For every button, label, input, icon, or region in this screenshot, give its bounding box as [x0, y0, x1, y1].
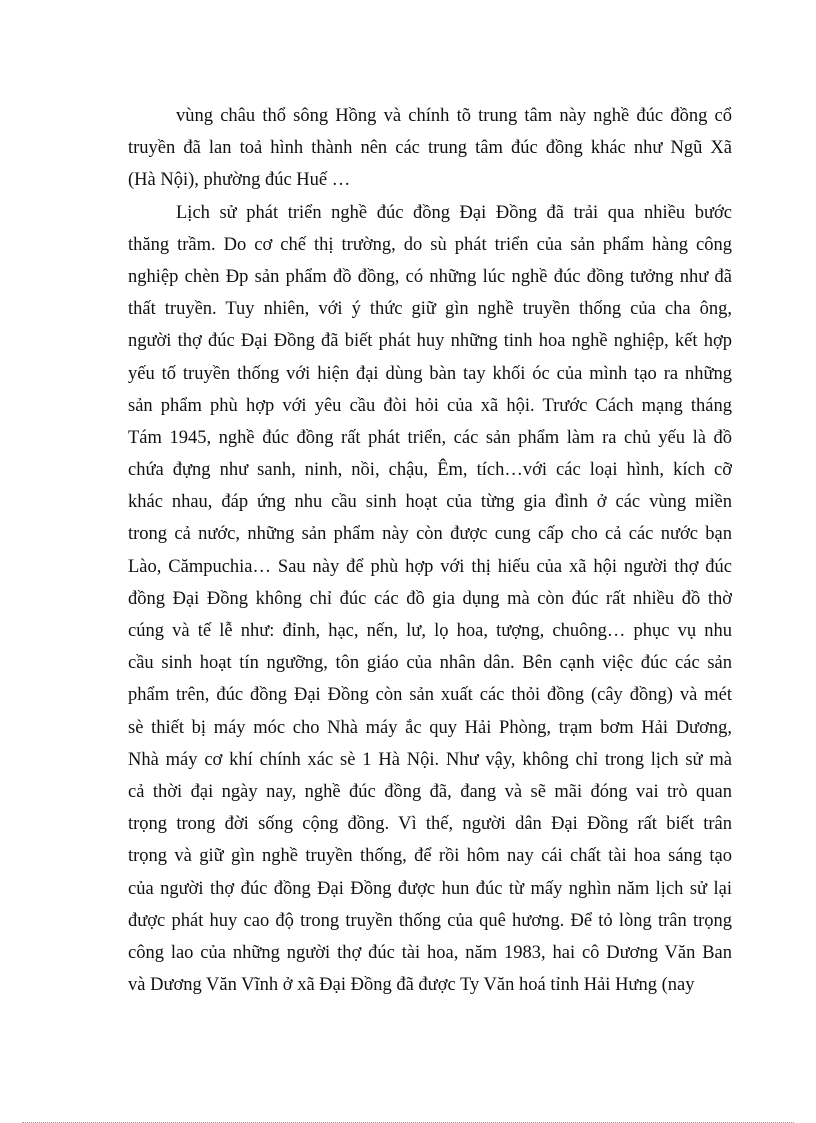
text-line: sè thiết bị máy móc cho Nhà máy ắc quy Hải Phòng, trạm bơm Hải Dương,: [128, 717, 732, 738]
text-line: đồng Đại Đồng không chỉ đúc các đồ gia dụng mà còn đúc rất nhiều đồ thờ: [128, 588, 732, 609]
text-line: Lịch sử phát triển nghề đúc đồng Đại Đồng đã trải qua nhiều bước: [176, 202, 732, 223]
text-line: yếu tố truyền thống với hiện đại dùng bàn tay khối óc của mình tạo ra những: [128, 363, 732, 384]
paragraph-2: [128, 197, 732, 1002]
paragraph-1: [128, 100, 732, 197]
text-line: cầu sinh hoạt tín ngưỡng, tôn giáo của nhân dân. Bên cạnh việc đúc các sản: [128, 653, 732, 674]
text-line: nghiệp chèn Đp sản phẩm đồ đồng, có những lúc nghề đúc đồng tưởng như đã: [128, 266, 732, 287]
text-line: (Hà Nội), phường đúc Huế …: [128, 170, 351, 191]
text-line: vùng châu thổ sông Hồng và chính tõ trung tâm này nghề đúc đồng cổ: [176, 106, 732, 126]
text-line: Tám 1945, nghề đúc đồng rất phát triển, các sản phẩm làm ra chủ yếu là đồ: [128, 427, 732, 448]
body-text: [128, 100, 732, 1001]
text-line: chứa đựng như sanh, ninh, nồi, chậu, Êm, tích…với các loại hình, kích cỡ: [128, 460, 732, 481]
text-line: truyền đã lan toả hình thành nên các trung tâm đúc đồng khác như Ngũ Xã: [128, 138, 732, 159]
text-line: người thợ đúc Đại Đồng đã biết phát huy những tinh hoa nghề nghiệp, kết hợp: [128, 331, 732, 352]
text-line: sản phẩm phù hợp với yêu cầu đòi hỏi của xã hội. Trước Cách mạng tháng: [128, 395, 732, 416]
text-line: phẩm trên, đúc đồng Đại Đồng còn sản xuất các thỏi đồng (cây đồng) và mét: [128, 685, 732, 706]
text-line: thăng trầm. Do cơ chế thị trường, do sù phát triển của sản phẩm hàng công: [128, 234, 732, 255]
text-line: thất truyền. Tuy nhiên, với ý thức giữ gìn nghề truyền thống của cha ông,: [128, 299, 732, 320]
text-line: được phát huy cao độ trong truyền thống của quê hương. Để tỏ lòng trân trọng: [128, 910, 732, 931]
text-line: cúng và tế lễ như: đỉnh, hạc, nến, lư, lọ hoa, tượng, chuông… phục vụ nhu: [128, 621, 732, 641]
text-line: Lào, Cămpuchia… Sau này để phù hợp với thị hiếu của xã hội người thợ đúc: [128, 556, 732, 577]
text-line: của người thợ đúc đồng Đại Đồng được hun đúc từ mấy nghìn năm lịch sử lại: [128, 878, 732, 899]
text-line: trong cả nước, những sản phẩm này còn được cung cấp cho cả các nước bạn: [128, 524, 732, 545]
text-line: cả thời đại ngày nay, nghề đúc đồng đã, đang và sẽ mãi đóng vai trò quan: [128, 781, 732, 802]
text-line: và Dương Văn Vĩnh ở xã Đại Đồng đã được Ty Văn hoá tỉnh Hải Hưng (nay: [128, 975, 695, 996]
text-line: công lao của những người thợ đúc tài hoa, năm 1983, hai cô Dương Văn Ban: [128, 942, 732, 963]
text-line: trọng trong đời sống cộng đồng. Vì thế, người dân Đại Đồng rất biết trân: [128, 814, 732, 835]
text-line: Nhà máy cơ khí chính xác sè 1 Hà Nội. Như vậy, không chỉ trong lịch sử mà: [128, 749, 732, 770]
text-line: trọng và giữ gìn nghề truyền thống, để rồi hôm nay cái chất tài hoa sáng tạo: [128, 846, 732, 867]
text-line: khác nhau, đáp ứng nhu cầu sinh hoạt của từng gia đình ở các vùng miền: [128, 492, 732, 513]
